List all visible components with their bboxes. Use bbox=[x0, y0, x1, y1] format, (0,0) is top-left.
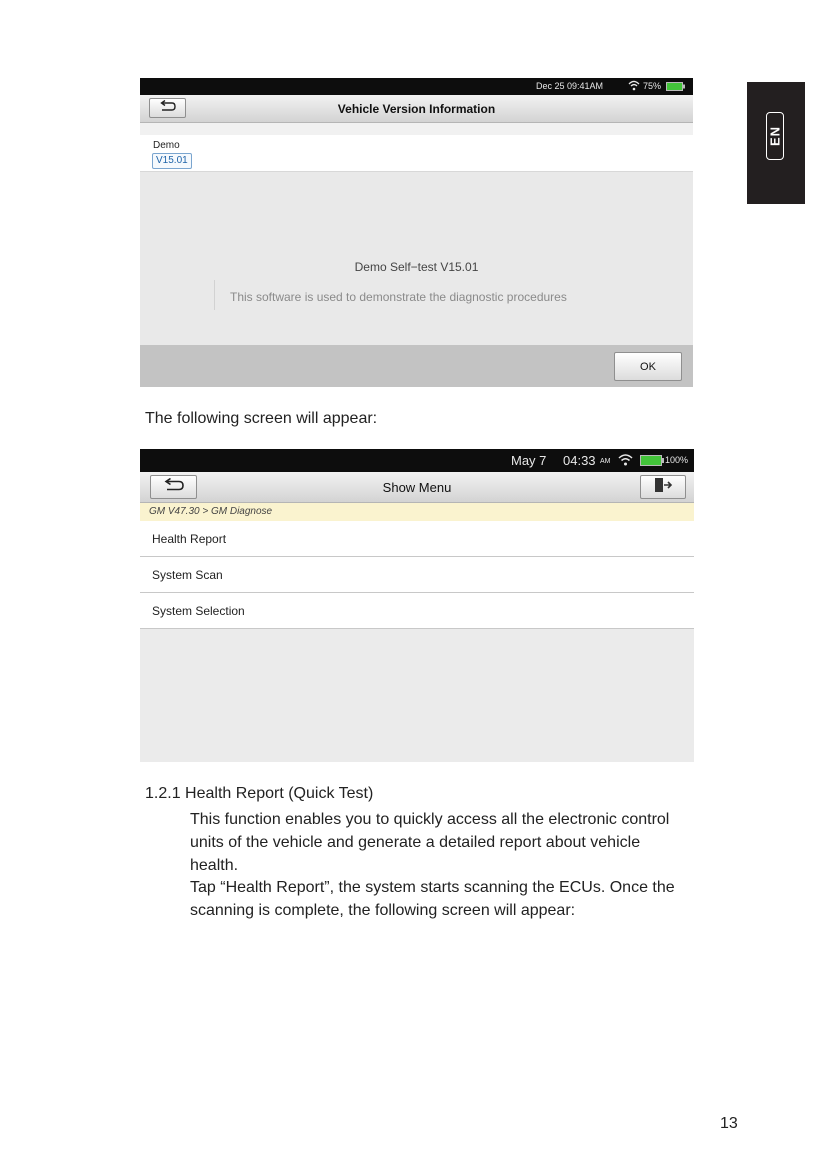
language-tab bbox=[747, 82, 805, 204]
vehicle-row bbox=[140, 135, 693, 172]
paragraph-line: This function enables you to quickly access all the electronic control bbox=[190, 811, 670, 828]
battery-percent: 75% bbox=[643, 81, 662, 91]
breadcrumb: GM V47.30 > GM Diagnose bbox=[140, 503, 694, 521]
vehicle-name: Demo bbox=[153, 140, 180, 151]
selftest-title: Demo Self−test V15.01 bbox=[354, 260, 479, 274]
paragraph-line: health. bbox=[190, 857, 239, 874]
status-bar bbox=[140, 78, 693, 95]
section-heading bbox=[145, 785, 373, 803]
menu-item-health-report[interactable]: Health Report bbox=[140, 521, 694, 557]
language-label: EN bbox=[767, 125, 783, 147]
paragraph-line: Tap “Health Report”, the system starts scanning the ECUs. Once the bbox=[190, 879, 675, 896]
title-bar bbox=[140, 95, 693, 123]
info-panel bbox=[140, 172, 693, 345]
screen-title: Vehicle Version Information bbox=[337, 102, 496, 116]
section-title: Health Report (Quick Test) bbox=[185, 785, 374, 802]
exit-button[interactable] bbox=[640, 475, 686, 499]
battery-icon bbox=[666, 82, 685, 93]
exit-door-icon bbox=[653, 477, 673, 498]
paragraph-line: units of the vehicle and generate a detailed report about vehicle bbox=[190, 834, 641, 851]
screen-title: Show Menu bbox=[382, 480, 452, 495]
paragraph-line: scanning is complete, the following screen will appear: bbox=[190, 902, 576, 919]
header-gap bbox=[140, 123, 693, 135]
menu-item-system-scan[interactable]: System Scan bbox=[140, 557, 694, 593]
vehicle-version-badge: V15.01 bbox=[152, 153, 192, 169]
status-time: 04:33 bbox=[563, 453, 596, 468]
ok-button[interactable]: OK bbox=[614, 352, 682, 381]
wifi-icon bbox=[618, 453, 633, 469]
status-datetime: Dec 25 09:41AM bbox=[536, 81, 604, 91]
status-ampm: AM bbox=[600, 458, 611, 465]
battery-percent: 100% bbox=[665, 455, 689, 465]
status-date: May 7 bbox=[511, 453, 547, 468]
vehicle-version-screen bbox=[140, 78, 693, 387]
wifi-icon bbox=[628, 80, 640, 93]
menu-item-system-selection[interactable]: System Selection bbox=[140, 593, 694, 629]
page-number: 13 bbox=[720, 1115, 738, 1132]
language-badge bbox=[766, 112, 784, 160]
title-bar bbox=[140, 472, 694, 503]
footer-bar bbox=[140, 345, 693, 387]
show-menu-screen bbox=[140, 449, 694, 762]
diagnose-menu bbox=[140, 521, 694, 629]
screen-caption: The following screen will appear: bbox=[145, 410, 378, 427]
section-number: 1.2.1 bbox=[145, 785, 181, 802]
software-description: This software is used to demonstrate the diagnostic procedures bbox=[230, 290, 567, 304]
battery-icon bbox=[640, 455, 664, 469]
description-divider bbox=[214, 280, 215, 310]
status-bar bbox=[140, 449, 694, 472]
